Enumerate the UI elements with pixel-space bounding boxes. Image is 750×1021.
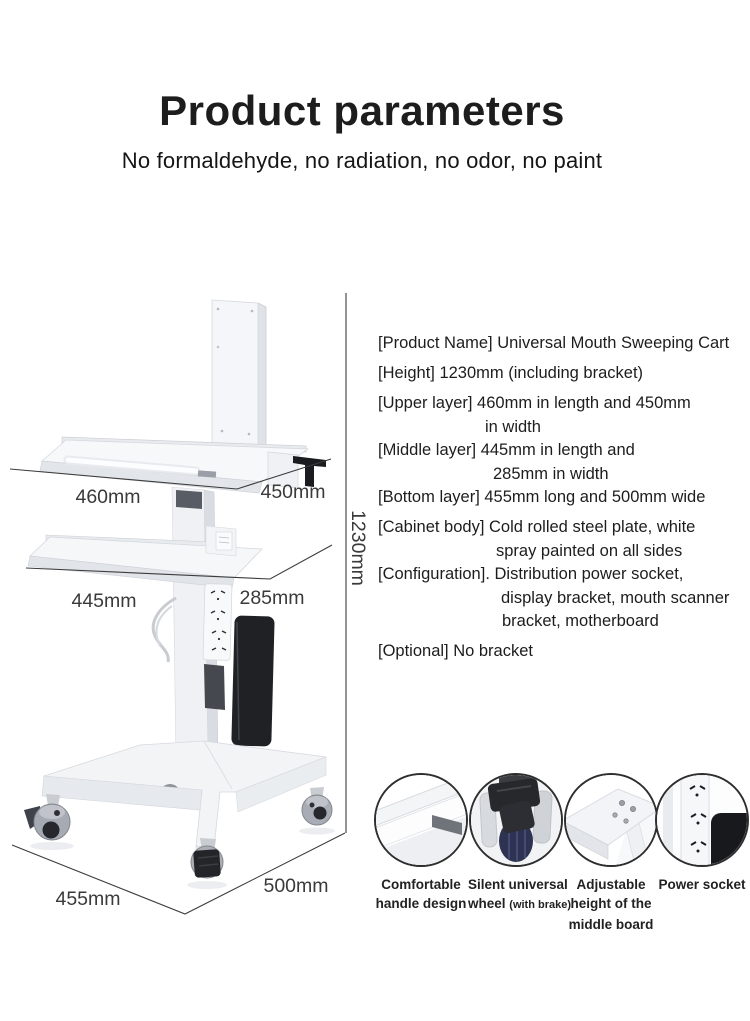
monitor-bracket	[212, 300, 266, 456]
feature-caption: Power socket	[658, 877, 746, 892]
side-panel	[231, 615, 274, 746]
spec-line: display bracket, mouth scanner	[501, 588, 730, 607]
spec-line: bracket, motherboard	[502, 612, 659, 630]
cart-base	[42, 741, 326, 866]
dim-middle-length: 445mm	[71, 590, 137, 612]
caster-front	[191, 838, 223, 878]
dim-bottom-length: 455mm	[55, 888, 121, 910]
spec-line: 285mm in width	[493, 464, 609, 483]
power-strip	[203, 584, 232, 661]
cable	[153, 598, 176, 662]
feature-caption: Silent universal wheel (with brake)	[468, 877, 572, 911]
header	[0, 88, 724, 174]
spec-line: [Upper layer] 460mm in length and 450mm	[378, 394, 691, 412]
column-recess	[204, 664, 225, 710]
cart-illustration	[0, 250, 378, 940]
spec-line: in width	[485, 417, 541, 436]
page-title: Product parameters	[159, 87, 565, 134]
spec-line: [Optional] No bracket	[378, 642, 533, 660]
cart-diagram	[0, 250, 378, 940]
feature-caption: Adjustable height of the middle board	[568, 877, 654, 932]
spec-list	[378, 332, 746, 664]
feature-power-socket	[654, 773, 750, 894]
feature-adjustable-board	[563, 773, 659, 934]
caster-right	[302, 787, 332, 825]
power-socket-icon	[655, 773, 749, 867]
spec-line: spray painted on all sides	[496, 541, 683, 560]
board-corner-icon	[564, 773, 658, 867]
feature-comfortable-handle	[373, 773, 469, 915]
feature-caption: Comfortable handle design	[375, 877, 467, 911]
caster-wheel-icon	[469, 773, 563, 867]
page-subtitle: No formaldehyde, no radiation, no odor, no paint	[121, 148, 603, 174]
dim-total-height: 1230mm	[347, 510, 369, 586]
spec-line: [Cabinet body] Cold rolled steel plate, white	[378, 518, 696, 536]
handle-closeup-icon	[374, 773, 468, 867]
dim-upper-length: 460mm	[75, 486, 141, 508]
spec-line: [Height] 1230mm (including bracket)	[378, 364, 644, 382]
caster-left	[24, 794, 70, 840]
spec-line: [Middle layer] 445mm in length and	[378, 441, 635, 459]
spec-line: [Configuration]. Distribution power socket,	[378, 565, 684, 583]
dim-upper-width: 450mm	[260, 481, 326, 503]
spec-line: [Bottom layer] 455mm long and 500mm wide	[378, 488, 706, 506]
feature-silent-wheel	[468, 773, 572, 915]
dim-bottom-width: 500mm	[263, 875, 329, 897]
middle-shelf	[28, 526, 262, 588]
dim-middle-width: 285mm	[239, 587, 305, 609]
spec-line: [Product Name] Universal Mouth Sweeping Cart	[378, 334, 730, 352]
